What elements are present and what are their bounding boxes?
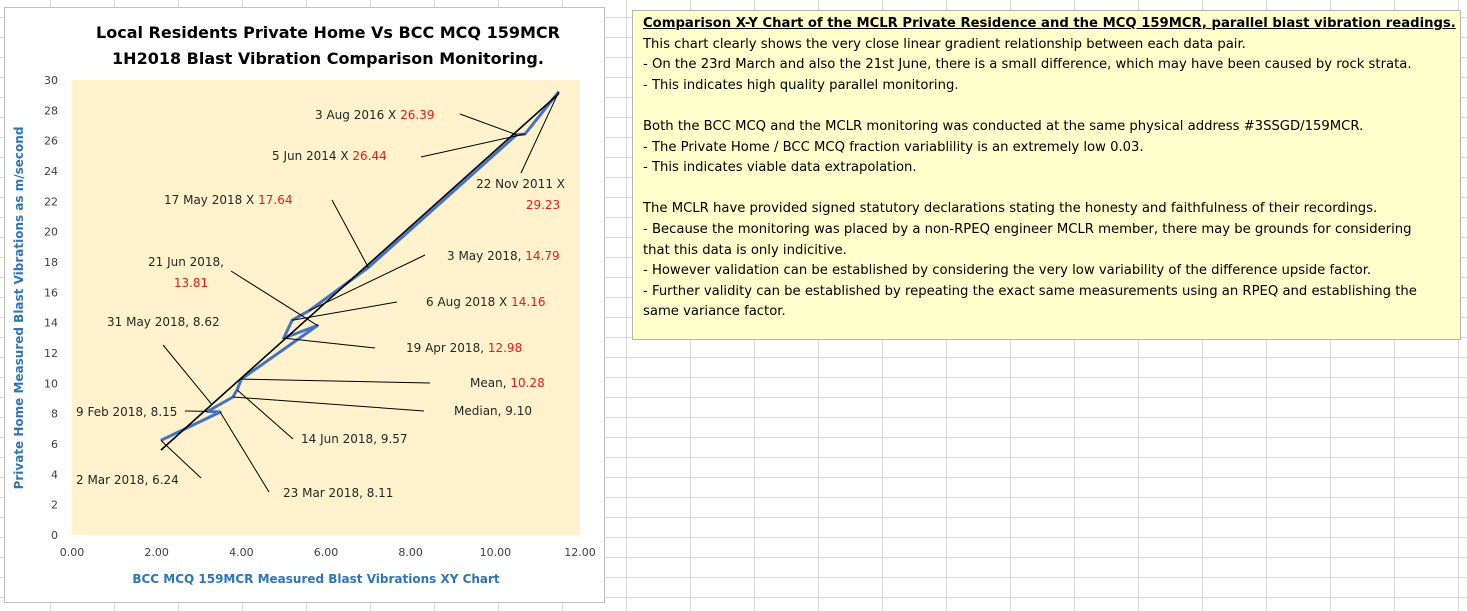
annotation-label	[301, 432, 408, 446]
annotation-label	[283, 486, 393, 500]
annotation-text: 5 Jun 2014 X	[272, 149, 349, 163]
notes-line: - Further validity can be established by repeating the exact same measurements using an RPEQ and establishing the	[643, 283, 1417, 299]
y-tick-label: 8	[51, 407, 58, 421]
x-tick-label: 6.00	[313, 546, 339, 559]
notes-heading: Comparison X-Y Chart of the MCLR Private Residence and the MCQ 159MCR, parallel blast vibration readings.	[643, 16, 1456, 31]
annotation-text: 23 Mar 2018, 8.11	[283, 486, 394, 500]
annotation-text: 17 May 2018 X	[164, 193, 255, 207]
notes-line: - However validation can be established by considering the very low variability of the difference upside factor.	[643, 263, 1372, 279]
xy-chart	[5, 8, 606, 604]
annotation-text: 3 Aug 2016 X	[315, 108, 397, 122]
annotation-label	[406, 341, 522, 355]
annotation-text: 2 Mar 2018, 6.24	[76, 473, 179, 487]
y-tick-label: 20	[44, 225, 58, 239]
annotation-label	[447, 249, 560, 263]
y-tick-label: 28	[44, 104, 58, 118]
notes-line: - The Private Home / BCC MCQ fraction variablility is an extremely low 0.03.	[643, 139, 1144, 155]
notes-line: Both the BCC MCQ and the MCLR monitoring was conducted at the same physical address #3SSGD/159MCR.	[643, 118, 1364, 134]
annotation-text: 21 Jun 2018,	[147, 255, 224, 269]
annotation-text: 31 May 2018, 8.62	[107, 315, 220, 329]
notes-textbox[interactable]	[632, 10, 1461, 340]
annotation-value: 13.81	[173, 276, 209, 290]
annotation-label	[315, 108, 434, 122]
chart-title-line-1: Local Residents Private Home Vs BCC MCQ 159MCR	[96, 23, 560, 42]
x-tick-label: 12.00	[564, 546, 596, 559]
annotation-text: Median, 9.10	[454, 404, 532, 418]
y-tick-label: 10	[44, 377, 58, 391]
annotation-text: 22 Nov 2011 X	[476, 177, 565, 191]
x-tick-label: 8.00	[398, 546, 423, 559]
annotation-text: 9 Feb 2018, 8.15	[76, 405, 178, 419]
notes-line: - Because the monitoring was placed by a non-RPEQ engineer MCLR member, there may be grounds for considering	[643, 221, 1412, 237]
annotation-label	[470, 376, 545, 390]
y-tick-label: 6	[51, 438, 58, 451]
annotation-text: Mean,	[470, 376, 507, 390]
y-tick-label: 22	[44, 195, 58, 209]
y-axis-ticks	[44, 74, 58, 542]
y-tick-label: 4	[51, 468, 58, 482]
annotation-label	[107, 315, 220, 329]
notes-line: - On the 23rd March and also the 21st June, there is a small difference, which may have been caused by rock strata.	[643, 57, 1412, 73]
annotation-label	[164, 193, 292, 207]
y-tick-label: 24	[44, 165, 58, 178]
x-axis-title: BCC MCQ 159MCR Measured Blast Vibrations XY Chart	[132, 572, 500, 586]
y-tick-label: 18	[44, 256, 58, 269]
notes-line	[643, 96, 1450, 117]
annotation-text: 19 Apr 2018,	[406, 341, 485, 355]
y-tick-label: 30	[44, 74, 58, 87]
annotation-text: 6 Aug 2018 X	[426, 295, 508, 309]
notes-line	[643, 179, 1450, 200]
annotation-text: 14 Jun 2018, 9.57	[301, 432, 408, 446]
annotation-label	[76, 405, 177, 419]
y-tick-label: 2	[51, 498, 58, 512]
annotation-value: 29.23	[525, 198, 561, 212]
annotation-label	[454, 404, 532, 418]
y-axis-title: Private Home Measured Blast Vibrations as m/second	[12, 126, 26, 490]
annotation-value: 14.16	[511, 295, 546, 309]
y-tick-label: 16	[44, 286, 58, 300]
annotation-label	[272, 149, 387, 163]
x-tick-label: 10.00	[479, 546, 512, 559]
y-tick-label: 26	[44, 134, 58, 148]
annotation-text: 3 May 2018,	[447, 249, 522, 263]
notes-body	[643, 35, 1450, 323]
notes-line: same variance factor.	[643, 304, 786, 320]
annotation-value: 26.39	[400, 108, 435, 122]
annotation-value: 12.98	[487, 341, 523, 355]
notes-line: that this data is only indicitive.	[643, 242, 847, 258]
y-tick-label: 14	[44, 316, 58, 330]
annotation-value: 14.79	[525, 249, 560, 263]
x-tick-label: 4.00	[229, 546, 254, 559]
notes-line: The MCLR have provided signed statutory declarations stating the honesty and faithfulness of their recordings.	[643, 201, 1378, 217]
y-tick-label: 12	[44, 347, 58, 360]
x-tick-label: 2.00	[144, 546, 169, 559]
annotation-label	[426, 295, 545, 309]
chart-container[interactable]	[4, 7, 605, 603]
x-axis-ticks	[60, 546, 596, 559]
chart-title-line-2: 1H2018 Blast Vibration Comparison Monitoring.	[112, 49, 544, 68]
y-tick-label: 0	[51, 529, 58, 542]
annotation-value: 26.44	[352, 149, 387, 163]
annotation-value: 10.28	[510, 376, 545, 390]
notes-line: This chart clearly shows the very close linear gradient relationship between each data pair.	[643, 36, 1246, 52]
annotation-label	[76, 473, 179, 487]
x-tick-label: 0.00	[59, 546, 85, 559]
notes-line: - This indicates high quality parallel monitoring.	[643, 77, 959, 93]
notes-line: - This indicates viable data extrapolation.	[643, 160, 917, 176]
annotation-value: 17.64	[258, 193, 293, 207]
